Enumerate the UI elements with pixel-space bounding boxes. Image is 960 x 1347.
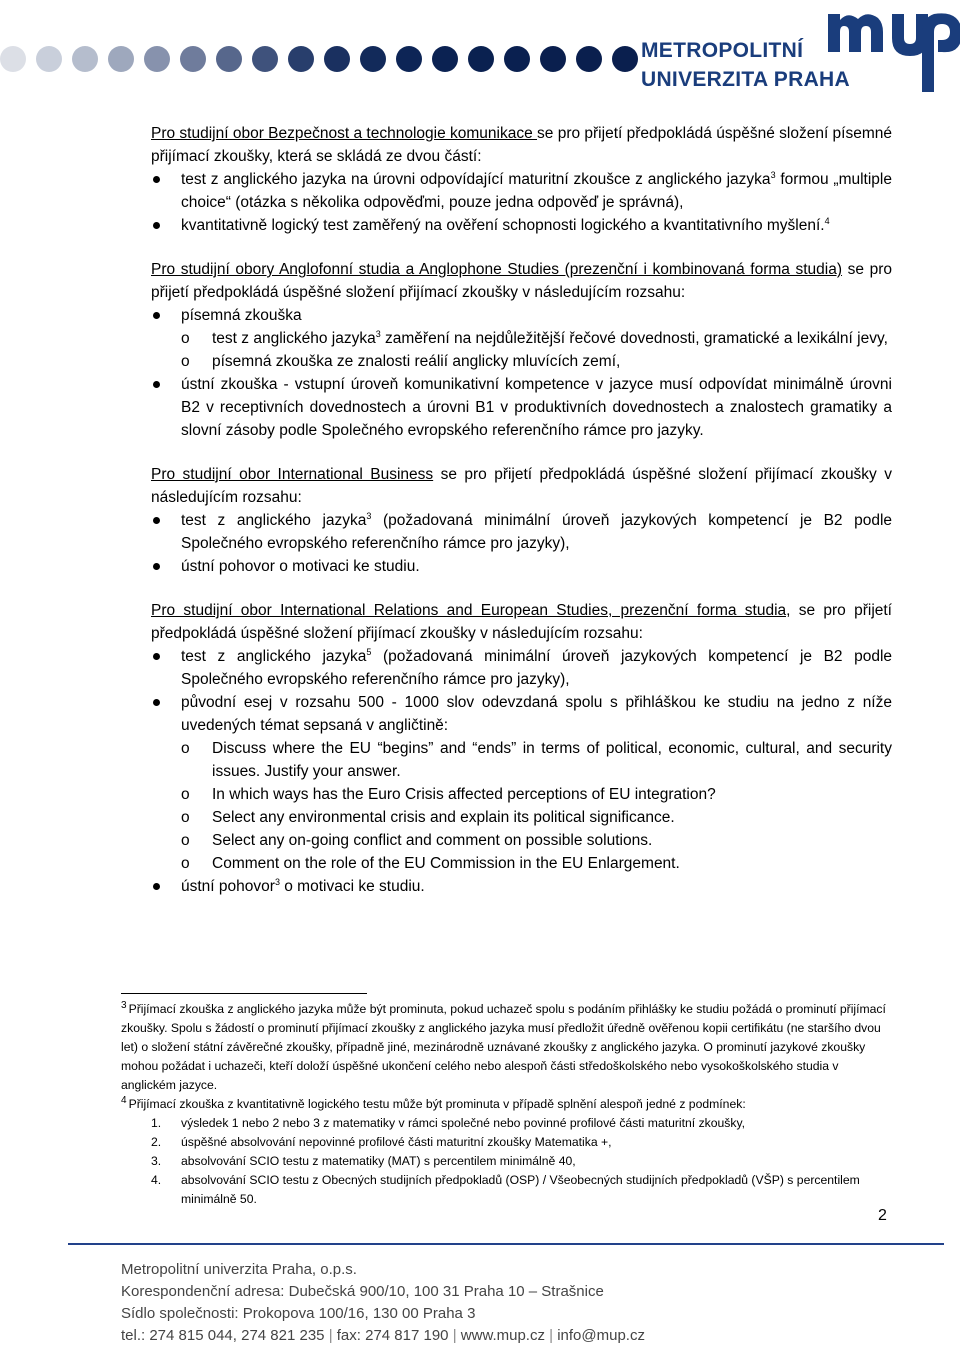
header-dot-icon bbox=[432, 46, 458, 72]
header-dot-icon bbox=[72, 46, 98, 72]
essay-topic: o Select any environmental crisis and explain its political significance. bbox=[151, 806, 892, 829]
footer-divider bbox=[68, 1243, 944, 1245]
footer-registered-office: Sídlo společnosti: Prokopova 100/16, 130 00 Praha 3 bbox=[121, 1305, 476, 1322]
header-dot-row bbox=[0, 46, 650, 74]
essay-topics-list bbox=[151, 737, 892, 875]
header-dot-icon bbox=[216, 46, 242, 72]
header-dot-icon bbox=[252, 46, 278, 72]
list-item: ústní pohovor$^3$ o motivaci ke studiu. bbox=[151, 875, 892, 898]
header-dot-icon bbox=[108, 46, 134, 72]
condition-item: 1. výsledek 1 nebo 2 nebo 3 z matematiky v rámci společné nebo povinné profilové části maturitní zkoušky, bbox=[151, 1116, 746, 1130]
essay-topic: o In which ways has the Euro Crisis affected perceptions of EU integration? bbox=[151, 783, 892, 806]
section-international-business bbox=[151, 463, 892, 578]
list-item: test z anglického jazyka$^3$ (požadovaná minimální úroveň jazykových kompetencí je B2 podle Společného evropského referenčního rámce pro jazyky), bbox=[151, 509, 892, 555]
requirements-list bbox=[151, 509, 892, 578]
section-heading: Pro studijní obor International Relations and European Studies, prezenční forma studia, bbox=[151, 602, 791, 619]
footnote-4-conditions bbox=[121, 1114, 887, 1209]
condition-item: 2. úspěšné absolvování nepovinné profilové části maturitní zkoušky Matematika +, bbox=[151, 1135, 612, 1149]
footer-separator: | bbox=[549, 1327, 554, 1344]
section-security-technology bbox=[151, 122, 892, 237]
footer-correspondence-address: Korespondenční adresa: Dubečská 900/10, 100 31 Praha 10 – Strašnice bbox=[121, 1283, 604, 1300]
essay-topic: o Discuss where the EU “begins” and “ends” in terms of political, economic, cultural, and security issues. Justify your answer. bbox=[151, 737, 892, 783]
section-intro: se pro přijetí předpokládá úspěšné složení písemné přijímací zkoušky, která se skládá ze dvou částí: bbox=[151, 125, 893, 165]
footer-phone: tel.: 274 815 044, 274 821 235 bbox=[121, 1327, 325, 1344]
header-dot-icon bbox=[360, 46, 386, 72]
header-dot-icon bbox=[540, 46, 566, 72]
header-dot-icon bbox=[468, 46, 494, 72]
section-intro: se pro přijetí předpokládá úspěšné složení přijímací zkoušky v následujícím rozsahu: bbox=[151, 466, 892, 506]
list-item: původní esej v rozsahu 500 - 1000 slov odevzdaná spolu s přihláškou ke studiu na jedno z níže uvedených témat sepsaná v angličtině: o Discuss where the EU “begins” and “ends” in terms of political, economic, cultural, and security issues. Justify your answer. o In which ways has the Euro Crisis affected perceptions of EU integration? o Select any environmental crisis and explain its political significance. o Select any on-going conflict and comment on possible solutions. o Comment on the role of the EU Commission in the EU Enlargement. bbox=[151, 691, 892, 875]
section-heading: Pro studijní obor International Business bbox=[151, 466, 434, 483]
list-item: kvantitativně logický test zaměřený na ověření schopnosti logického a kvantitativního myšlení.$^4$ bbox=[151, 214, 892, 237]
header-dot-icon bbox=[288, 46, 314, 72]
footer-company: Metropolitní univerzita Praha, o.p.s. bbox=[121, 1261, 357, 1278]
footer-separator: | bbox=[328, 1327, 333, 1344]
essay-topic: o Comment on the role of the EU Commission in the EU Enlargement. bbox=[151, 852, 892, 875]
condition-item: 4. absolvování SCIO testu z Obecných studijních předpokladů (OSP) / Všeobecných studijních předpokladů (VŠP) s percentilem minimálně 50. bbox=[151, 1173, 860, 1206]
section-heading: Pro studijní obory Anglofonní studia a Anglophone Studies (prezenční i kombinovaná forma studia) bbox=[151, 261, 843, 278]
page-number: 2 bbox=[878, 1207, 887, 1224]
university-name-line2: UNIVERZITA PRAHA bbox=[641, 68, 850, 91]
document-body bbox=[151, 122, 892, 898]
footer bbox=[121, 1259, 645, 1347]
condition-item: 3. absolvování SCIO testu z matematiky (MAT) s percentilem minimálně 40, bbox=[151, 1154, 576, 1168]
footer-contacts bbox=[121, 1325, 645, 1347]
list-item: test z anglického jazyka na úrovni odpovídající maturitní zkoušce z anglického jazyka$^3$ formou „multiple choice“ (otázka s několika odpověďmi, pouze jedna odpověď je správná), bbox=[151, 168, 892, 214]
sub-list-item: o test z anglického jazyka$^3$ zaměření na nejdůležitější řečové dovednosti, gramatické a lexikální jevy, bbox=[151, 327, 892, 350]
section-anglophone-studies bbox=[151, 258, 892, 442]
footnote-3: $^3$ Přijímací zkouška z anglického jazyka může být prominuta, pokud uchazeč spolu s podáním přihlášky ke studiu požádá o prominutí přijímací zkoušky. Spolu s žádostí o prominutí přijímací zkoušky z anglického jazyka musí předložit úředně ověřenou kopii certifikátu (ne staršího dvou let) o složení státní závěrečné zkoušky, případně jiné, mezinárodně uznávané zkoušky z anglického jazyka. O prominutí jazykové zkoušky mohou požádat i uchazeči, kteří doloží úspěšné ukončení celého nebo alespoň části středoškolského nebo vysokoškolského studia v anglickém jazyce. bbox=[121, 999, 886, 1092]
section-international-relations bbox=[151, 599, 892, 898]
list-item: ústní zkouška - vstupní úroveň komunikativní kompetence v jazyce musí odpovídat minimálně úrovni B2 v receptivních dovednostech a úrovni B1 v produktivních dovednostech a znalostech gramatiky a slovní zásoby podle Společného evropského referenčního rámce pro jazyky. bbox=[151, 373, 892, 442]
footer-website-link[interactable]: www.mup.cz bbox=[460, 1327, 545, 1344]
list-item: ústní pohovor o motivaci ke studiu. bbox=[151, 555, 892, 578]
header-dot-icon bbox=[504, 46, 530, 72]
section-intro: se pro přijetí předpokládá úspěšné složení přijímací zkoušky v následujícím rozsahu: bbox=[151, 602, 892, 642]
footer-separator: | bbox=[452, 1327, 457, 1344]
sub-list-item: o písemná zkouška ze znalosti reálií anglicky mluvících zemí, bbox=[151, 350, 892, 373]
header-dot-icon bbox=[180, 46, 206, 72]
university-name-line1: METROPOLITNÍ bbox=[641, 39, 804, 62]
university-name bbox=[641, 36, 901, 94]
footer-fax: fax: 274 817 190 bbox=[336, 1327, 449, 1344]
requirements-list bbox=[151, 168, 892, 237]
section-heading: Pro studijní obor Bezpečnost a technologie komunikace bbox=[151, 125, 538, 142]
footnote-separator bbox=[121, 993, 367, 994]
footer-email-link[interactable]: info@mup.cz bbox=[557, 1327, 645, 1344]
list-item: test z anglického jazyka$^5$ (požadovaná minimální úroveň jazykových kompetencí je B2 podle Společného evropského referenčního rámce pro jazyky), bbox=[151, 645, 892, 691]
footnote-4: $^4$ Přijímací zkouška z kvantitativně logického testu může být prominuta v případě splnění alespoň jedné z podmínek: bbox=[121, 1094, 746, 1111]
header-dot-icon bbox=[0, 46, 26, 72]
section-intro: se pro přijetí předpokládá úspěšné složení přijímací zkoušky v následujícím rozsahu: bbox=[151, 261, 892, 301]
requirements-list bbox=[151, 304, 892, 442]
essay-topic: o Select any on-going conflict and comment on possible solutions. bbox=[151, 829, 892, 852]
header-dot-icon bbox=[576, 46, 602, 72]
header-dot-icon bbox=[396, 46, 422, 72]
list-item: písemná zkouška o test z anglického jazyka$^3$ zaměření na nejdůležitější řečové dovednosti, gramatické a lexikální jevy, o písemná zkouška ze znalosti reálií anglicky mluvících zemí, bbox=[151, 304, 892, 373]
header-dot-icon bbox=[324, 46, 350, 72]
header-dot-icon bbox=[36, 46, 62, 72]
sub-list bbox=[151, 327, 892, 373]
header-dot-icon bbox=[612, 46, 638, 72]
requirements-list bbox=[151, 645, 892, 898]
header-dot-icon bbox=[144, 46, 170, 72]
footnotes bbox=[121, 1000, 887, 1209]
